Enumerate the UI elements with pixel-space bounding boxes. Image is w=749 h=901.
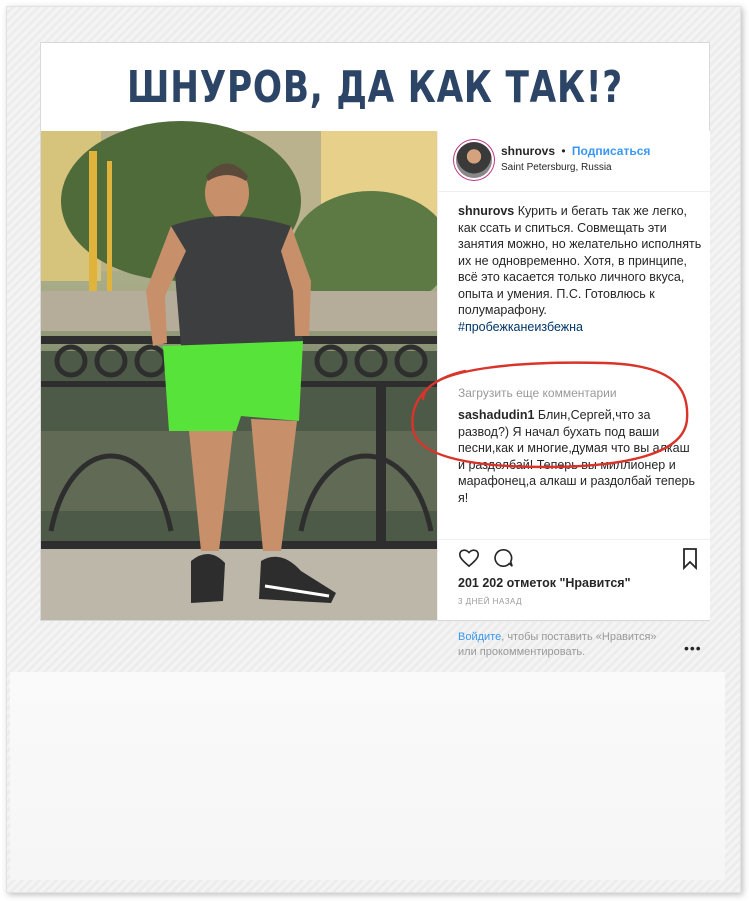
login-prompt [438,621,710,682]
comment-text: Блин,Сергей,что за развод?) Я начал бухать под ваши песни,как и многие,думая что вы алкаш и раздолбай! Теперь вы миллионер и марафонец,а алкаш и раздолбай теперь я! [458,408,695,505]
runner-photo-illustration [41,131,437,620]
post-photo [41,131,437,620]
post-caption [458,203,708,335]
meme-card [40,42,710,658]
login-link[interactable]: Войдите [458,631,502,643]
post-side-panel [437,131,710,658]
post-time[interactable]: 3 ДНЕЙ НАЗАД [458,597,523,606]
likes-count[interactable]: 201 202 отметок "Нравится" [458,576,631,590]
login-text [458,630,678,660]
caption-text: Курить и бегать так же легко, как ссать и спиться. Совмещать эти занятия можно, но желательно исполнять их не одновременно. Хотя, в принципе, всё это касается только личного вкуса, опыта и умения. П.С. Готовлюсь к полумарафону. [458,204,702,317]
comment-username[interactable]: sashadudin1 [458,408,535,422]
caption-hashtag[interactable]: #пробежканеизбежна [458,319,583,334]
meme-headline: ШНУРОВ, ДА КАК ТАК!? [127,61,623,113]
post-actions [438,539,710,620]
heart-icon[interactable] [458,548,480,568]
login-rest-text: , чтобы поставить «Нравится» или прокомментировать. [458,631,657,658]
separator-dot: • [561,144,566,158]
avatar[interactable] [456,142,492,178]
user-line [501,144,650,158]
more-icon[interactable]: ••• [684,640,702,656]
frame-caption-area [10,672,725,880]
load-more-comments-link[interactable]: Загрузить еще комментарии [458,386,617,400]
caption-username[interactable]: shnurovs [458,204,515,218]
post-location[interactable]: Saint Petersburg, Russia [501,162,612,173]
bookmark-icon[interactable] [682,548,698,570]
comment-item [458,407,698,506]
post-username[interactable]: shnurovs [501,144,556,158]
post-header [438,131,710,192]
follow-button[interactable]: Подписаться [571,144,651,158]
comment-icon[interactable] [492,548,514,568]
